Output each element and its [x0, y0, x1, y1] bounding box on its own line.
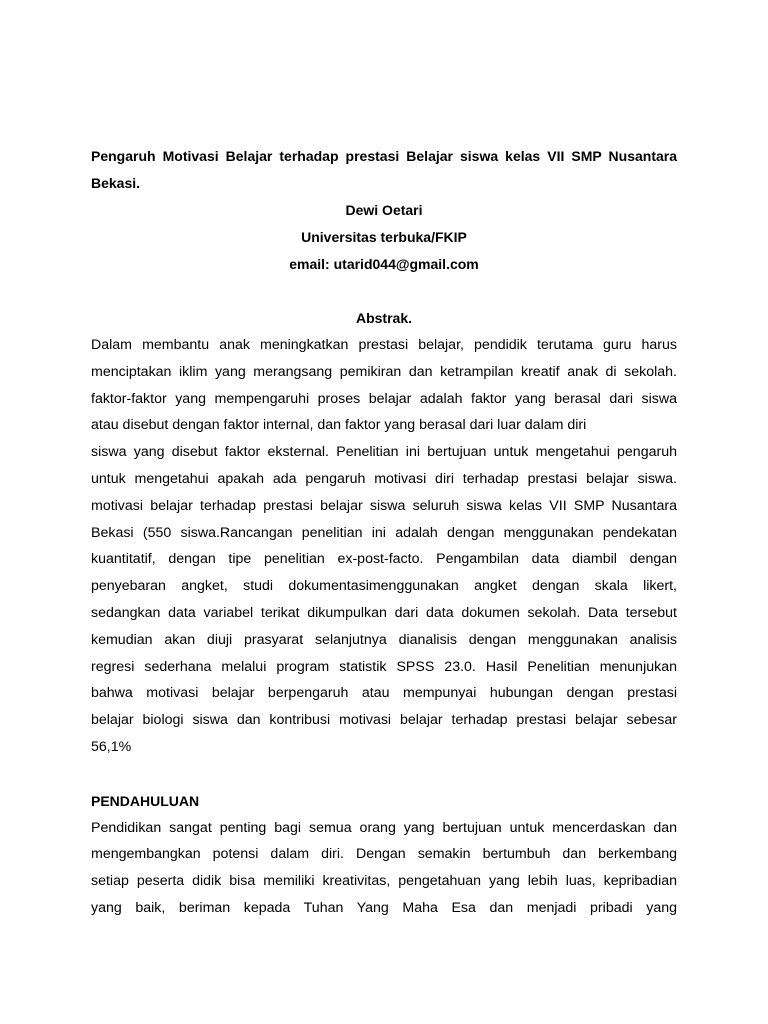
abstract-line: penyebaran angket, studi dokumentasimenggunakan angket dengan skala likert,	[91, 578, 677, 595]
abstract-line: regresi sederhana melalui program statistik SPSS 23.0. Hasil Penelitian menunjukan	[91, 658, 677, 675]
author-email: email: utarid044@gmail.com	[289, 256, 479, 272]
document-page	[91, 143, 677, 922]
abstract-line: untuk mengetahui apakah ada pengaruh motivasi diri terhadap prestasi belajar siswa.	[91, 470, 677, 487]
intro-line: mengembangkan potensi dalam diri. Dengan semakin bertumbuh dan berkembang	[91, 846, 677, 863]
intro-line: yang baik, beriman kepada Tuhan Yang Maha Esa dan menjadi pribadi yang	[91, 899, 677, 916]
intro-line: Pendidikan sangat penting bagi semua orang yang bertujuan untuk mencerdaskan dan	[91, 819, 677, 836]
abstract-line: siswa yang disebut faktor eksternal. Penelitian ini bertujuan untuk mengetahui pengaruh	[91, 444, 677, 461]
abstract-line: kemudian akan diuji prasyarat selanjutnya dianalisis dengan menggunakan analisis	[91, 631, 677, 648]
abstract-line: Bekasi (550 siswa.Rancangan penelitian ini adalah dengan menggunakan pendekatan	[91, 524, 677, 541]
abstract-line: Dalam membantu anak meningkatkan prestasi belajar, pendidik terutama guru harus	[91, 337, 677, 353]
abstract-line: atau disebut dengan faktor internal, dan faktor yang berasal dari luar dalam diri	[91, 417, 587, 434]
abstract-line: motivasi belajar terhadap prestasi belajar siswa seluruh siswa kelas VII SMP Nusantara	[91, 497, 677, 514]
abstract-line: kuantitatif, dengan tipe penelitian ex-post-facto. Pengambilan data diambil dengan	[91, 551, 677, 568]
intro-line: setiap peserta didik bisa memiliki kreativitas, pengetahuan yang lebih luas, kepribadian	[91, 873, 677, 890]
abstract-heading: Abstrak.	[355, 310, 413, 326]
abstract-line: sedangkan data variabel terikat dikumpulkan dari data dokumen sekolah. Data tersebut	[91, 604, 677, 621]
abstract-line: bahwa motivasi belajar berpengaruh atau mempunyai hubungan dengan prestasi	[91, 685, 677, 702]
abstract-line: faktor-faktor yang mempengaruhi proses belajar adalah faktor yang berasal dari siswa	[91, 390, 677, 407]
author-affiliation: Universitas terbuka/FKIP	[301, 229, 467, 245]
abstract-line: menciptakan iklim yang merangsang pemikiran dan ketrampilan kreatif anak di sekolah.	[91, 363, 677, 380]
document-title: Pengaruh Motivasi Belajar terhadap prestasi Belajar siswa kelas VII SMP Nusantara Bekasi.	[91, 148, 677, 191]
abstract-body	[91, 332, 677, 761]
abstract-line: 56,1%	[91, 738, 132, 755]
author-name: Dewi Oetari	[345, 202, 423, 218]
section-heading: PENDAHULUAN	[91, 792, 200, 809]
intro-body	[91, 815, 677, 922]
abstract-line: belajar biologi siswa dan kontribusi motivasi belajar terhadap prestasi belajar sebesar	[91, 712, 677, 729]
